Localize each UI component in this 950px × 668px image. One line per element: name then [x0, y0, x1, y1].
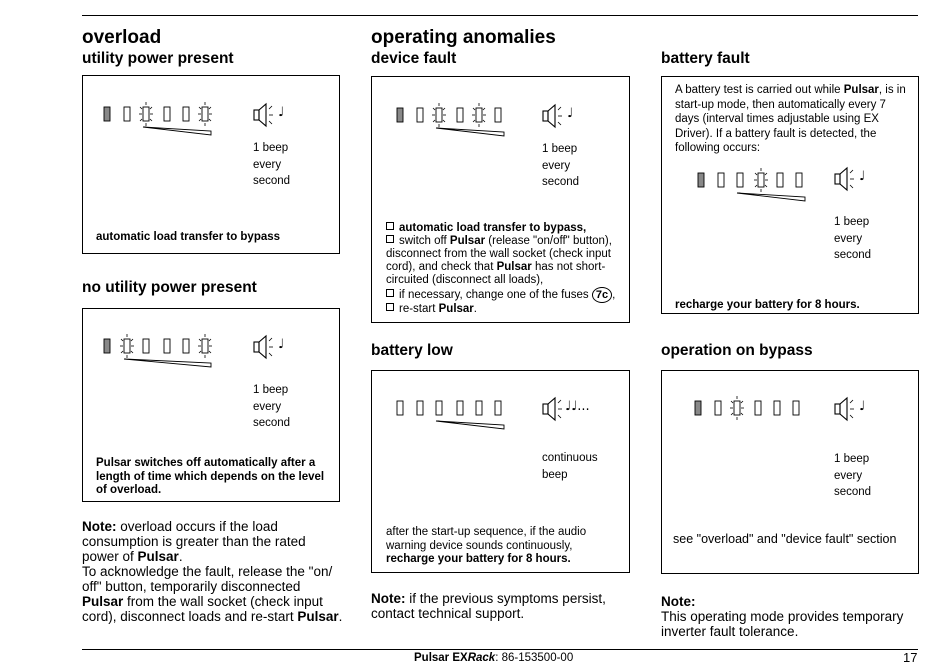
speaker-icon	[542, 102, 582, 132]
beep-line: beep	[542, 468, 568, 481]
speaker-continuous-icon	[542, 395, 612, 425]
panel-caption: see "overload" and "device fault" section	[673, 532, 897, 546]
speaker-icon	[253, 333, 293, 363]
led-indicator-panel	[396, 103, 516, 143]
speaker-icon	[834, 165, 874, 195]
operating-anomalies-title: operating anomalies	[371, 27, 556, 48]
beep-line: every	[253, 400, 282, 413]
beep-line: second	[253, 417, 291, 429]
step-item: automatic load transfer to bypass,	[386, 222, 624, 235]
operation-on-bypass-panel	[661, 370, 919, 574]
beep-line: 1 beep	[253, 142, 289, 154]
battery-low-panel	[371, 370, 630, 573]
led-indicator-panel	[694, 396, 814, 436]
overload-title: overload	[82, 27, 162, 48]
svg-text:♩♩...: ♩♩...	[565, 399, 590, 414]
beep-line: continuous	[542, 452, 598, 464]
no-utility-power-heading: no utility power present	[82, 279, 257, 296]
panel-caption: automatic load transfer to bypass	[96, 231, 281, 243]
top-rule	[82, 15, 918, 16]
speaker-icon	[253, 101, 293, 131]
panel-caption: recharge your battery for 8 hours.	[675, 299, 860, 311]
overload-note: Note: overload occurs if the load consumption is greater than the rated power of Pulsar. To acknowledge the fault, release the "on/ off" button, temporarily disconnected Pulsar from the wall socket (check input cord), disconnect loads and re-start Pulsar.	[82, 519, 343, 624]
device-fault-heading: device fault	[371, 50, 457, 67]
beep-line: 1 beep	[834, 453, 870, 465]
battery-low-heading: battery low	[371, 342, 453, 359]
bottom-rule	[82, 649, 918, 650]
operation-on-bypass-heading: operation on bypass	[661, 342, 813, 359]
device-fault-panel	[371, 76, 630, 323]
battery-fault-description: A battery test is carried out while Pulsar, is in start-up mode, then automatically every 7 days (interval times adjustable using EX Driver). If a battery fault is detected, the following occurs:	[675, 84, 906, 154]
page-number: 17	[903, 650, 918, 665]
led-indicator-panel	[697, 168, 817, 208]
led-indicator-panel	[396, 396, 516, 436]
beep-line: second	[834, 249, 872, 261]
beep-line: every	[253, 158, 282, 171]
beep-line: 1 beep	[253, 384, 289, 396]
svg-text:♩: ♩	[567, 106, 574, 121]
led-indicator-panel	[103, 102, 223, 142]
speaker-icon	[834, 395, 874, 425]
step-item: if necessary, change one of the fuses 7c ,	[386, 287, 624, 303]
panel-caption: Pulsar switches off automatically after a length of time which depends on the level of overload.	[96, 457, 325, 496]
beep-line: every	[834, 469, 863, 482]
beep-line: second	[253, 175, 291, 187]
svg-text:♩: ♩	[859, 169, 866, 184]
checkbox-bullet-icon	[386, 289, 394, 297]
step-item: re-start Pulsar.	[386, 303, 624, 316]
beep-line: second	[542, 176, 580, 188]
overload-no-utility-panel	[82, 308, 340, 502]
beep-line: every	[834, 232, 863, 245]
svg-text:♩: ♩	[278, 105, 285, 120]
overload-utility-panel	[82, 75, 340, 254]
battery-fault-heading: battery fault	[661, 50, 750, 67]
panel-caption: after the start-up sequence, if the audio warning device sounds continuously, recharge your battery for 8 hours.	[386, 526, 587, 565]
footer-reference: Pulsar EXRack: 86-153500-00	[414, 652, 574, 664]
svg-text:♩: ♩	[859, 399, 866, 414]
beep-line: every	[542, 159, 571, 172]
battery-fault-panel	[661, 76, 919, 314]
checkbox-bullet-icon	[386, 303, 394, 311]
beep-line: second	[834, 486, 872, 498]
utility-power-present-heading: utility power present	[82, 50, 234, 67]
bypass-note: Note: This operating mode provides temporary inverter fault tolerance.	[661, 594, 904, 639]
beep-line: 1 beep	[834, 216, 870, 228]
checkbox-bullet-icon	[386, 222, 394, 230]
beep-line: 1 beep	[542, 143, 578, 155]
checkbox-bullet-icon	[386, 235, 394, 243]
fuse-reference-badge: 7c	[592, 287, 612, 303]
device-fault-steps	[386, 222, 624, 316]
svg-text:♩: ♩	[278, 337, 285, 352]
step-item: switch off Pulsar (release "on/off" button), disconnect from the wall socket (check input cord), and check that Pulsar has not short-circuited (disconnect all loads),	[386, 235, 612, 286]
led-indicator-panel	[103, 334, 223, 374]
battery-low-note: Note: if the previous symptoms persist, contact technical support.	[371, 591, 606, 621]
